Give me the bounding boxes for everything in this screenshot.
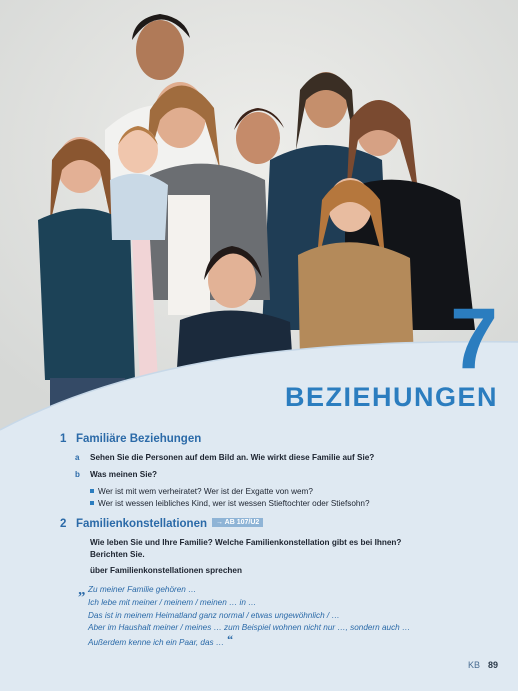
bullet-square-icon [90, 501, 94, 505]
section-1-number: 1 [60, 433, 67, 445]
phrase-list [88, 584, 410, 650]
bullet-item [90, 487, 313, 496]
page-number: 89 [487, 660, 498, 670]
footer-label: KB [467, 660, 480, 670]
quote-open-icon: „ [78, 582, 86, 598]
section-2-sublabel: über Familienkonstellationen sprechen [90, 566, 242, 575]
bullet-square-icon [90, 489, 94, 493]
chapter-number: 7 [450, 291, 498, 387]
item-b-letter: b [75, 470, 80, 479]
item-a-text: Sehen Sie die Personen auf dem Bild an. Wie wirkt diese Familie auf Sie? [90, 453, 375, 462]
section-1-title: Familiäre Beziehungen [76, 433, 202, 445]
phrase-item-last: Außerdem kenne ich ein Paar, das … “ [88, 632, 234, 648]
quote-close-icon: “ [227, 632, 234, 647]
section-1-heading [60, 433, 201, 445]
phrase-item: Das ist in meinem Heimatland ganz normal / etwas ungewöhnlich / … [88, 610, 340, 620]
question-line: Berichten Sie. [90, 550, 145, 559]
phrase-item: Aber im Haushalt meiner / meines … zum Beispiel wohnen nicht nur …, sondern auch … [88, 623, 411, 633]
bullet-text: Wer ist wessen leibliches Kind, wer ist wessen Stieftochter oder Stiefsohn? [98, 499, 370, 508]
bullet-item [90, 499, 370, 508]
section-2-number: 2 [60, 518, 67, 530]
page-footer [468, 660, 498, 670]
question-line: Wie leben Sie und Ihre Familie? Welche Familienkonstellation gibt es bei Ihnen? [90, 538, 402, 547]
section-2-heading [60, 518, 263, 530]
workbook-reference-badge[interactable]: → AB 107/U2 [212, 518, 263, 527]
section-2-question [90, 537, 401, 561]
phrase-item: Ich lebe mit meiner / meinem / meinen … in … [88, 597, 257, 607]
chapter-title: BEZIEHUNGEN [284, 382, 498, 412]
item-a-letter: a [75, 453, 80, 462]
section-2-title: Familienkonstellationen [76, 518, 207, 530]
phrase-item: Zu meiner Familie gehören … [88, 585, 197, 594]
bullet-text: Wer ist mit wem verheiratet? Wer ist der Exgatte von wem? [98, 487, 313, 496]
item-b-text: Was meinen Sie? [90, 470, 158, 479]
